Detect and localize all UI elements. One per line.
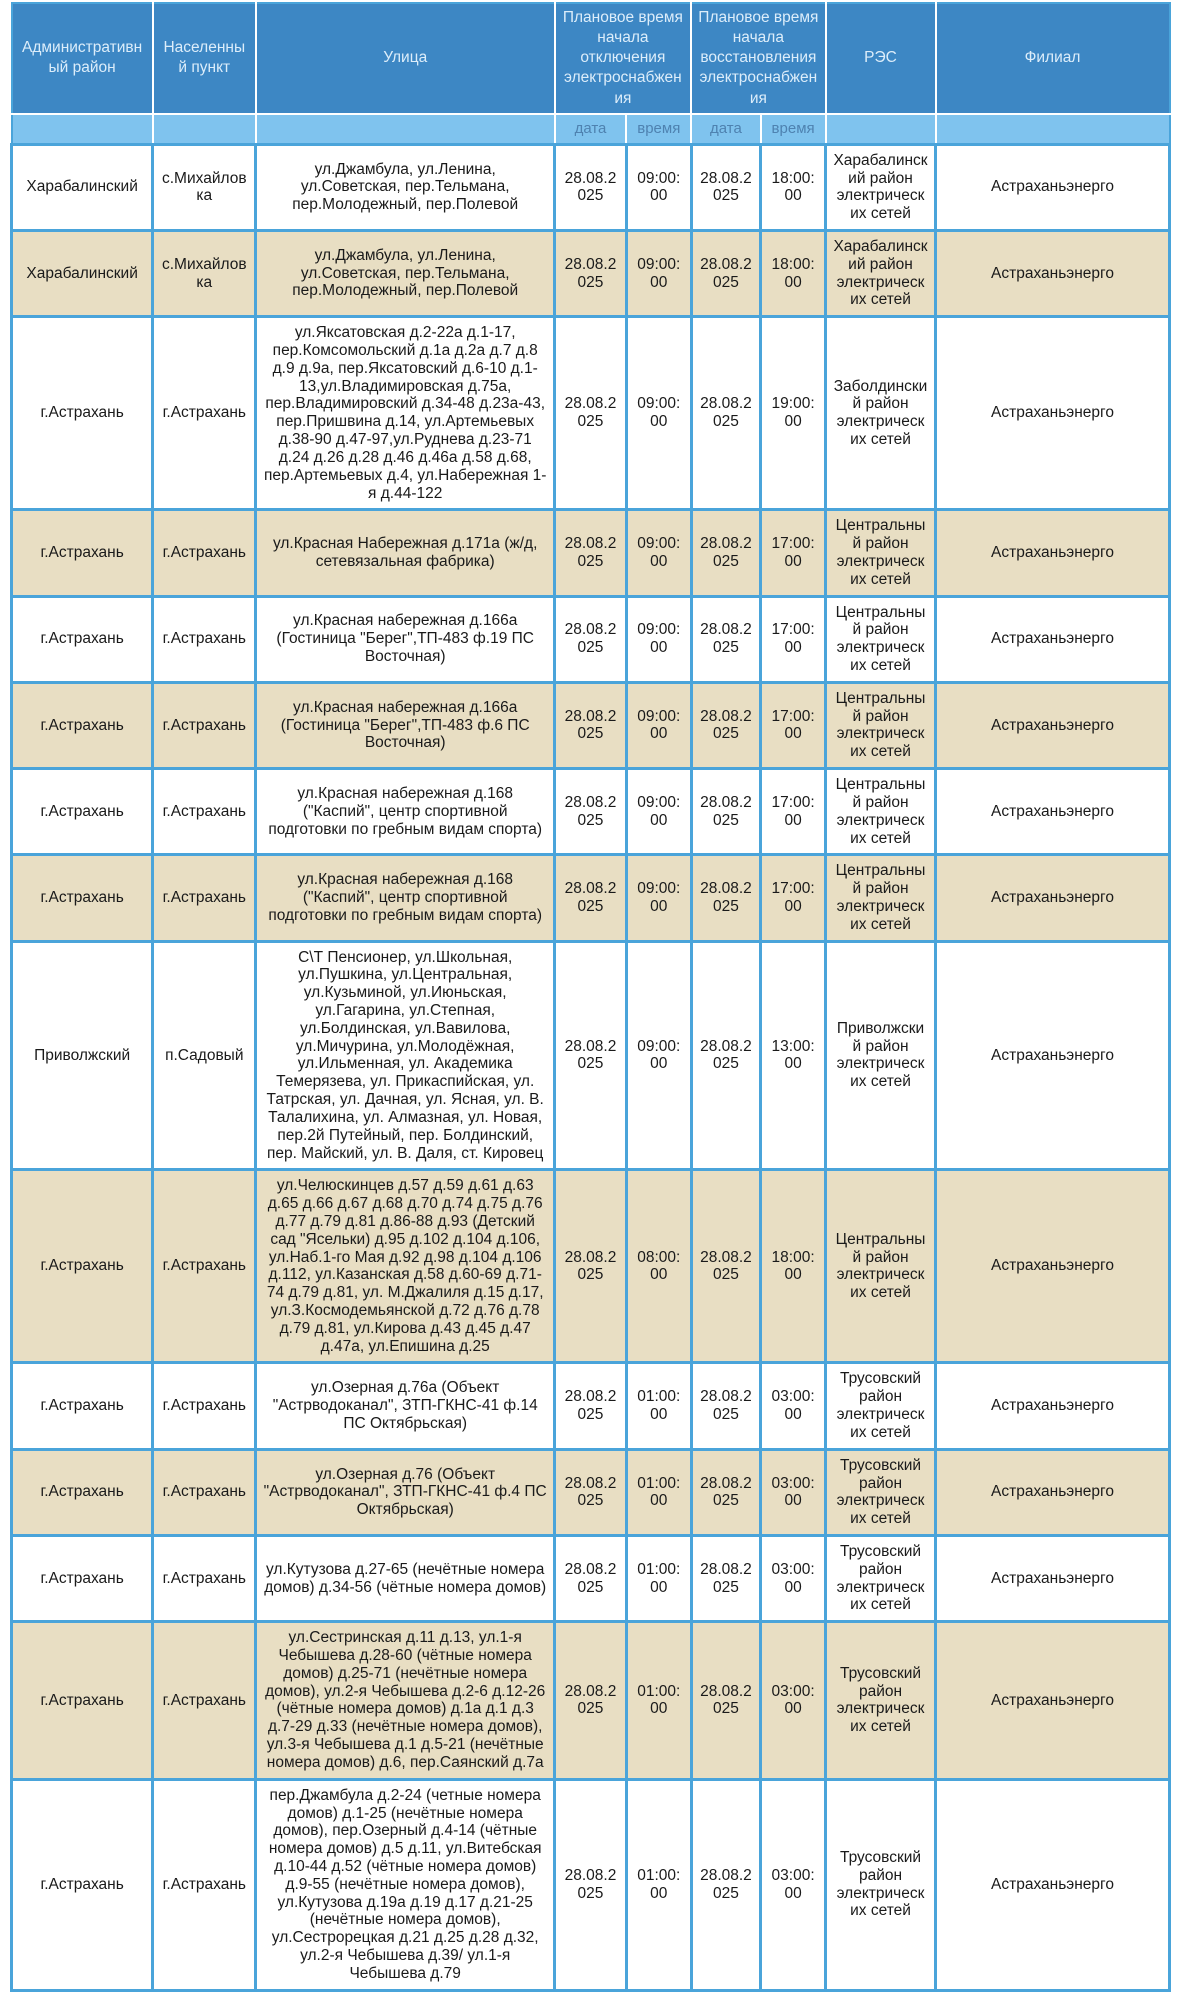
subheader-restore-date: дата	[691, 114, 760, 145]
cell-outage-time: 09:00:00	[626, 510, 691, 596]
cell-res: Центральный район электрических сетей	[826, 510, 936, 596]
cell-res: Приволжский район электрических сетей	[826, 941, 936, 1170]
cell-restore-date: 28.08.2025	[691, 941, 760, 1170]
cell-outage-date: 28.08.2025	[555, 1363, 627, 1449]
cell-settlement: г.Астрахань	[153, 1779, 256, 1990]
table-row	[12, 317, 1170, 510]
cell-admin-district: г.Астрахань	[12, 855, 153, 941]
col-header-admin-district: Административный район	[12, 3, 153, 114]
cell-street: ул.Озерная д.76 (Объект "Астрводоканал", ЗТП-ГКНС-41 ф.4 ПС Октябрьская)	[256, 1449, 555, 1535]
cell-outage-time: 01:00:00	[626, 1363, 691, 1449]
header-row-sub	[12, 114, 1170, 145]
cell-res: Центральный район электрических сетей	[826, 596, 936, 682]
cell-admin-district: г.Астрахань	[12, 1622, 153, 1780]
cell-outage-time: 09:00:00	[626, 682, 691, 768]
cell-branch: Астраханьэнерго	[936, 317, 1170, 510]
cell-settlement: г.Астрахань	[153, 510, 256, 596]
cell-res: Центральный район электрических сетей	[826, 682, 936, 768]
cell-restore-date: 28.08.2025	[691, 682, 760, 768]
cell-restore-time: 17:00:00	[761, 769, 826, 855]
cell-branch: Астраханьэнерго	[936, 1535, 1170, 1621]
cell-branch: Астраханьэнерго	[936, 1622, 1170, 1780]
cell-street: ул.Кутузова д.27-65 (нечётные номера домов) д.34-56 (чётные номера домов)	[256, 1535, 555, 1621]
cell-restore-time: 17:00:00	[761, 596, 826, 682]
cell-res: Центральный район электрических сетей	[826, 1170, 936, 1363]
cell-restore-time: 18:00:00	[761, 144, 826, 230]
cell-street: ул.Красная набережная д.168 ("Каспий", центр спортивной подготовки по гребным видам спорта)	[256, 855, 555, 941]
cell-res: Трусовский район электрических сетей	[826, 1449, 936, 1535]
subheader-outage-time: время	[626, 114, 691, 145]
cell-settlement: г.Астрахань	[153, 596, 256, 682]
cell-settlement: г.Астрахань	[153, 855, 256, 941]
cell-restore-date: 28.08.2025	[691, 510, 760, 596]
col-header-restore-start: Плановое время начала восстановления электроснабжения	[691, 3, 825, 114]
cell-settlement: г.Астрахань	[153, 1622, 256, 1780]
subheader-restore-time: время	[761, 114, 826, 145]
col-header-outage-start: Плановое время начала отключения электроснабжения	[555, 3, 692, 114]
cell-admin-district: г.Астрахань	[12, 1170, 153, 1363]
cell-outage-date: 28.08.2025	[555, 769, 627, 855]
table-row	[12, 1363, 1170, 1449]
cell-res: Харабалинский район электрических сетей	[826, 144, 936, 230]
cell-street: ул.Красная набережная д.166а (Гостиница "Берег",ТП-483 ф.19 ПС Восточная)	[256, 596, 555, 682]
cell-outage-date: 28.08.2025	[555, 230, 627, 316]
cell-branch: Астраханьэнерго	[936, 1363, 1170, 1449]
cell-outage-time: 09:00:00	[626, 941, 691, 1170]
cell-settlement: с.Михайловка	[153, 230, 256, 316]
outage-rows	[12, 144, 1170, 1990]
subheader-empty-cell	[256, 114, 555, 145]
table-row	[12, 144, 1170, 230]
cell-settlement: п.Садовый	[153, 941, 256, 1170]
table-row	[12, 1535, 1170, 1621]
cell-settlement: г.Астрахань	[153, 1170, 256, 1363]
subheader-empty-cell	[936, 114, 1170, 145]
cell-branch: Астраханьэнерго	[936, 855, 1170, 941]
cell-outage-time: 08:00:00	[626, 1170, 691, 1363]
cell-restore-date: 28.08.2025	[691, 1170, 760, 1363]
cell-outage-time: 09:00:00	[626, 230, 691, 316]
cell-admin-district: Харабалинский	[12, 230, 153, 316]
cell-outage-time: 01:00:00	[626, 1779, 691, 1990]
cell-settlement: г.Астрахань	[153, 1363, 256, 1449]
cell-admin-district: г.Астрахань	[12, 596, 153, 682]
cell-street: ул.Джамбула, ул.Ленина, ул.Советская, пер.Тельмана, пер.Молодежный, пер.Полевой	[256, 144, 555, 230]
cell-restore-time: 03:00:00	[761, 1449, 826, 1535]
table-row	[12, 596, 1170, 682]
cell-outage-time: 01:00:00	[626, 1535, 691, 1621]
cell-branch: Астраханьэнерго	[936, 682, 1170, 768]
cell-branch: Астраханьэнерго	[936, 596, 1170, 682]
subheader-outage-date: дата	[555, 114, 627, 145]
cell-outage-time: 09:00:00	[626, 144, 691, 230]
cell-res: Харабалинский район электрических сетей	[826, 230, 936, 316]
cell-restore-time: 03:00:00	[761, 1779, 826, 1990]
cell-restore-time: 18:00:00	[761, 1170, 826, 1363]
cell-restore-time: 03:00:00	[761, 1535, 826, 1621]
cell-restore-time: 17:00:00	[761, 682, 826, 768]
table-row	[12, 1170, 1170, 1363]
cell-outage-time: 09:00:00	[626, 596, 691, 682]
cell-outage-time: 01:00:00	[626, 1449, 691, 1535]
cell-admin-district: Харабалинский	[12, 144, 153, 230]
cell-street: ул.Озерная д.76а (Объект "Астрводоканал", ЗТП-ГКНС-41 ф.14 ПС Октябрьская)	[256, 1363, 555, 1449]
subheader-empty-cell	[826, 114, 936, 145]
cell-branch: Астраханьэнерго	[936, 230, 1170, 316]
cell-restore-date: 28.08.2025	[691, 1535, 760, 1621]
cell-street: ул.Красная набережная д.166а (Гостиница "Берег",ТП-483 ф.6 ПС Восточная)	[256, 682, 555, 768]
cell-outage-time: 09:00:00	[626, 855, 691, 941]
cell-res: Трусовский район электрических сетей	[826, 1622, 936, 1780]
cell-outage-date: 28.08.2025	[555, 317, 627, 510]
table-row	[12, 1622, 1170, 1780]
cell-admin-district: г.Астрахань	[12, 769, 153, 855]
cell-outage-time: 01:00:00	[626, 1622, 691, 1780]
cell-restore-date: 28.08.2025	[691, 1622, 760, 1780]
cell-restore-date: 28.08.2025	[691, 317, 760, 510]
cell-branch: Астраханьэнерго	[936, 1449, 1170, 1535]
header-row-main	[12, 3, 1170, 114]
cell-branch: Астраханьэнерго	[936, 144, 1170, 230]
cell-outage-date: 28.08.2025	[555, 1170, 627, 1363]
cell-outage-time: 09:00:00	[626, 769, 691, 855]
cell-outage-date: 28.08.2025	[555, 1449, 627, 1535]
cell-settlement: г.Астрахань	[153, 682, 256, 768]
table-row	[12, 1449, 1170, 1535]
cell-res: Центральный район электрических сетей	[826, 855, 936, 941]
cell-admin-district: г.Астрахань	[12, 1449, 153, 1535]
outage-schedule-table	[10, 2, 1171, 1992]
cell-admin-district: г.Астрахань	[12, 317, 153, 510]
cell-branch: Астраханьэнерго	[936, 941, 1170, 1170]
cell-admin-district: г.Астрахань	[12, 510, 153, 596]
cell-admin-district: г.Астрахань	[12, 1779, 153, 1990]
cell-res: Трусовский район электрических сетей	[826, 1535, 936, 1621]
cell-street: ул.Красная Набережная д.171а (ж/д, сетевязальная фабрика)	[256, 510, 555, 596]
cell-outage-date: 28.08.2025	[555, 682, 627, 768]
cell-street: пер.Джамбула д.2-24 (четные номера домов) д.1-25 (нечётные номера домов), пер.Озерный д.4-14 (чётные номера домов) д.5 д.11, ул.Витебская д.10-44 д.52 (чётные номера домов) д.9-55 (нечётные номера домов), ул.Кутузова д.19а д.19 д.17 д.21-25 (нечётные номера домов), ул.Сестрорецкая д.21 д.25 д.28 д.32, ул.2-я Чебышева д.39/ ул.1-я Чебышева д.79	[256, 1779, 555, 1990]
outage-schedule-table-wrap	[10, 2, 1171, 1992]
col-header-settlement: Населенный пункт	[153, 3, 256, 114]
cell-branch: Астраханьэнерго	[936, 510, 1170, 596]
cell-restore-time: 17:00:00	[761, 855, 826, 941]
cell-restore-time: 19:00:00	[761, 317, 826, 510]
cell-outage-time: 09:00:00	[626, 317, 691, 510]
cell-admin-district: г.Астрахань	[12, 1363, 153, 1449]
col-header-street: Улица	[256, 3, 555, 114]
table-row	[12, 682, 1170, 768]
cell-street: ул.Сестринская д.11 д.13, ул.1-я Чебышева д.28-60 (чётные номера домов) д.25-71 (нечётные номера домов), ул.2-я Чебышева д.2-6 д.12-26 (чётные номера домов) д.1а д.1 д.3 д.7-29 д.33 (нечётные номера домов), ул.3-я Чебышева д.1 д.5-21 (нечётные номера домов) д.6, пер.Саянский д.7а	[256, 1622, 555, 1780]
cell-outage-date: 28.08.2025	[555, 1622, 627, 1780]
cell-restore-date: 28.08.2025	[691, 769, 760, 855]
cell-outage-date: 28.08.2025	[555, 510, 627, 596]
cell-restore-time: 18:00:00	[761, 230, 826, 316]
table-row	[12, 855, 1170, 941]
cell-branch: Астраханьэнерго	[936, 1170, 1170, 1363]
cell-restore-time: 17:00:00	[761, 510, 826, 596]
cell-restore-date: 28.08.2025	[691, 230, 760, 316]
cell-settlement: г.Астрахань	[153, 1449, 256, 1535]
cell-restore-time: 03:00:00	[761, 1363, 826, 1449]
cell-admin-district: г.Астрахань	[12, 1535, 153, 1621]
cell-restore-time: 13:00:00	[761, 941, 826, 1170]
cell-res: Заболдинский район электрических сетей	[826, 317, 936, 510]
cell-restore-time: 03:00:00	[761, 1622, 826, 1780]
cell-outage-date: 28.08.2025	[555, 855, 627, 941]
cell-res: Трусовский район электрических сетей	[826, 1363, 936, 1449]
table-row	[12, 941, 1170, 1170]
cell-branch: Астраханьэнерго	[936, 769, 1170, 855]
cell-restore-date: 28.08.2025	[691, 144, 760, 230]
cell-settlement: г.Астрахань	[153, 1535, 256, 1621]
cell-admin-district: г.Астрахань	[12, 682, 153, 768]
cell-restore-date: 28.08.2025	[691, 596, 760, 682]
table-row	[12, 1779, 1170, 1990]
cell-street: С\Т Пенсионер, ул.Школьная, ул.Пушкина, ул.Центральная, ул.Кузьминой, ул.Июньская, ул.Гагарина, ул.Степная, ул.Болдинская, ул.Вавилова, ул.Мичурина, ул.Молодёжная, ул.Ильменная, ул. Академика Темерязева, ул. Прикаспийская, ул. Татрская, ул. Дачная, ул. Ясная, ул. В. Талалихина, ул. Алмазная, ул. Новая, пер.2й Путейный, пер. Болдинский, пер. Майский, ул. В. Даля, ст. Кировец	[256, 941, 555, 1170]
cell-restore-date: 28.08.2025	[691, 1363, 760, 1449]
cell-settlement: г.Астрахань	[153, 317, 256, 510]
col-header-branch: Филиал	[936, 3, 1170, 114]
cell-admin-district: Приволжский	[12, 941, 153, 1170]
cell-res: Центральный район электрических сетей	[826, 769, 936, 855]
cell-outage-date: 28.08.2025	[555, 1535, 627, 1621]
cell-restore-date: 28.08.2025	[691, 1449, 760, 1535]
cell-outage-date: 28.08.2025	[555, 941, 627, 1170]
cell-restore-date: 28.08.2025	[691, 1779, 760, 1990]
cell-outage-date: 28.08.2025	[555, 1779, 627, 1990]
subheader-empty-cell	[12, 114, 153, 145]
subheader-empty-cell	[153, 114, 256, 145]
cell-street: ул.Яксатовская д.2-22а д.1-17, пер.Комсомольский д.1а д.2а д.7 д.8 д.9 д.9а, пер.Яксатовский д.6-10 д.1-13,ул.Владимировская д.75а, пер.Владимировский д.34-48 д.23а-43, пер.Пришвина д.14, ул.Артемьевых д.38-90 д.47-97,ул.Руднева д.23-71 д.24 д.26 д.28 д.46 д.46а д.58 д.68, пер.Артемьевых д.4, ул.Набережная 1-я д.44-122	[256, 317, 555, 510]
col-header-res: РЭС	[826, 3, 936, 114]
table-row	[12, 230, 1170, 316]
cell-res: Трусовский район электрических сетей	[826, 1779, 936, 1990]
table-header	[12, 3, 1170, 144]
cell-outage-date: 28.08.2025	[555, 144, 627, 230]
cell-restore-date: 28.08.2025	[691, 855, 760, 941]
cell-street: ул.Джамбула, ул.Ленина, ул.Советская, пер.Тельмана, пер.Молодежный, пер.Полевой	[256, 230, 555, 316]
table-row	[12, 769, 1170, 855]
cell-outage-date: 28.08.2025	[555, 596, 627, 682]
cell-settlement: г.Астрахань	[153, 769, 256, 855]
cell-street: ул.Челюскинцев д.57 д.59 д.61 д.63 д.65 д.66 д.67 д.68 д.70 д.74 д.75 д.76 д.77 д.79 д.81 д.86-88 д.93 (Детский сад "Ясельки) д.95 д.102 д.104 д.106, ул.Наб.1-го Мая д.92 д.98 д.104 д.106 д.112, ул.Казанская д.58 д.60-69 д.71-74 д.79 д.81, ул. М.Джалиля д.15 д.17, ул.З.Космодемьянской д.72 д.76 д.78 д.79 д.81, ул.Кирова д.43 д.45 д.47 д.47а, ул.Епишина д.25	[256, 1170, 555, 1363]
cell-branch: Астраханьэнерго	[936, 1779, 1170, 1990]
cell-street: ул.Красная набережная д.168 ("Каспий", центр спортивной подготовки по гребным видам спорта)	[256, 769, 555, 855]
table-row	[12, 510, 1170, 596]
cell-settlement: с.Михайловка	[153, 144, 256, 230]
